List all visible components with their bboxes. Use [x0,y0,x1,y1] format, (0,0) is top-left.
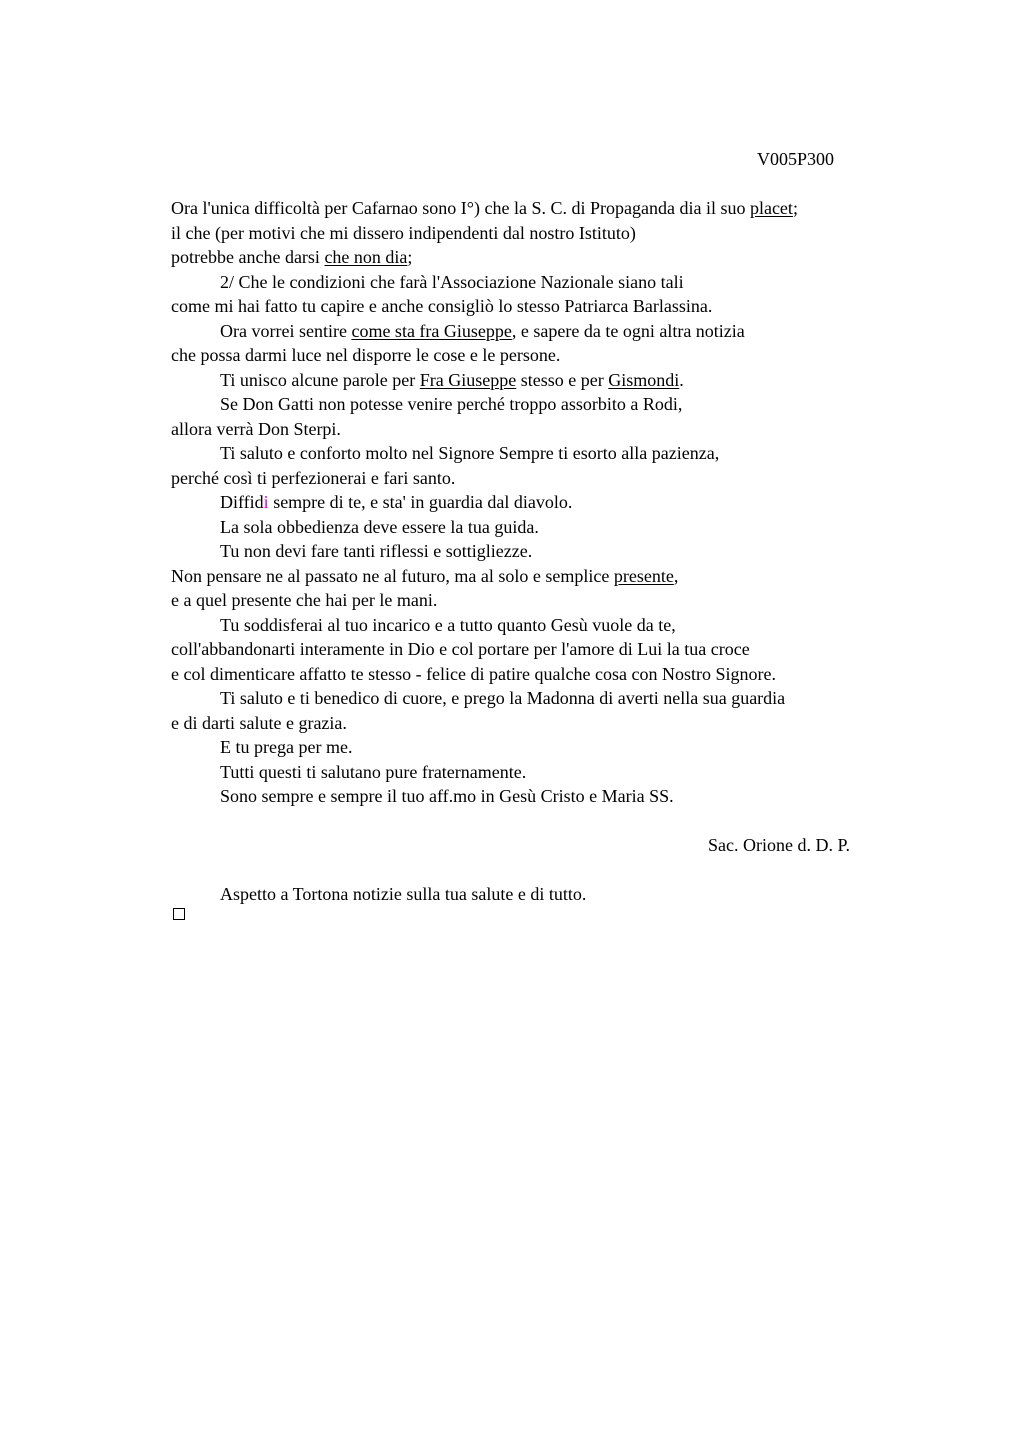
page-reference: V005P300 [757,149,835,169]
underlined-name: Fra Giuseppe [419,369,517,390]
text-run: , e sapere da te ogni altra notizia [511,320,745,341]
text-line [171,196,931,221]
underlined-name: Gismondi [608,369,680,390]
text-run: Ti saluto e conforto molto nel Signore Sempre ti esorto alla pazienza, [220,443,720,463]
text-line [171,343,931,368]
text-run: E tu prega per me. [220,737,353,757]
text-run: che possa darmi luce nel disporre le cose e le persone. [171,345,561,365]
text-run: stesso e per [516,369,609,390]
text-line [171,319,931,344]
text-line [171,515,931,540]
text-run: e col dimenticare affatto te stesso - felice di patire qualche cosa con Nostro Signore. [171,663,776,684]
text-run: Tu soddisferai al tuo incarico e a tutto quanto Gesù vuole da te, [220,614,676,635]
underlined-word: presente [613,565,674,586]
text-line [171,711,931,736]
underlined-phrase: che non dia [324,247,408,267]
underlined-word: placet [749,198,793,218]
text-run: Non pensare ne al passato ne al futuro, ma al solo e semplice [171,565,614,586]
text-line [171,294,931,319]
text-line [171,564,931,589]
text-line [171,588,931,613]
text-run: allora verrà Don Sterpi. [171,418,341,439]
text-line [171,539,931,564]
text-line [171,368,931,393]
text-line [171,613,931,638]
text-run: 2/ Che le condizioni che farà l'Associazione Nazionale siano tali [220,271,684,292]
text-run: La sola obbedienza deve essere la tua guida. [220,516,539,537]
text-line [171,417,931,442]
text-run: Tu non devi fare tanti riflessi e sottigliezze. [220,541,533,561]
text-line [171,735,931,760]
text-line [171,441,931,466]
highlighted-letter: i [263,492,269,512]
end-of-document-box-icon [173,908,185,920]
text-line [171,662,931,687]
blank-line [171,809,931,834]
signature: Sac. Orione d. D. P. [708,835,850,855]
text-run: Ora l'unica difficoltà per Cafarnao sono I°) che la S. C. di Propaganda dia il suo [171,198,750,218]
text-run: Ti unisco alcune parole per [220,369,420,390]
text-line [171,686,931,711]
text-run: come mi hai fatto tu capire e anche consigliò lo stesso Patriarca Barlassina. [171,296,713,316]
letter-body [171,196,931,907]
text-run: Diffid [220,492,264,512]
text-run: e di darti salute e grazia. [171,712,347,733]
text-run: Sono sempre e sempre il tuo aff.mo in Gesù Cristo e Maria SS. [220,786,674,806]
text-run: , [673,565,679,586]
text-line [171,245,931,270]
underlined-phrase: come sta fra Giuseppe [351,320,512,341]
text-line [171,466,931,491]
text-run: il che (per motivi che mi dissero indipendenti dal nostro Istituto) [171,222,636,243]
text-run: . [679,369,684,390]
blank-line [171,858,931,883]
text-line [171,392,931,417]
text-run: Ora vorrei sentire [220,320,352,341]
text-line [171,270,931,295]
postscript: Aspetto a Tortona notizie sulla tua salute e di tutto. [220,884,587,904]
text-run: perché così ti perfezionerai e fari santo. [171,467,456,488]
text-run: coll'abbandonarti interamente in Dio e col portare per l'amore di Lui la tua croce [171,639,750,659]
text-line [171,784,931,809]
text-run: ; [407,247,413,267]
text-line [171,637,931,662]
text-line [171,490,931,515]
text-line [171,760,931,785]
text-run: Se Don Gatti non potesse venire perché troppo assorbito a Rodi, [220,394,683,414]
text-run: potrebbe anche darsi [171,247,325,267]
text-run: ; [792,198,798,218]
text-run: e a quel presente che hai per le mani. [171,590,438,610]
text-run: Ti saluto e ti benedico di cuore, e prego la Madonna di averti nella sua guardia [220,688,786,708]
text-run: sempre di te, e sta' in guardia dal diavolo. [268,492,573,512]
text-line [171,221,931,246]
text-run: Tutti questi ti salutano pure fraternamente. [220,761,527,782]
